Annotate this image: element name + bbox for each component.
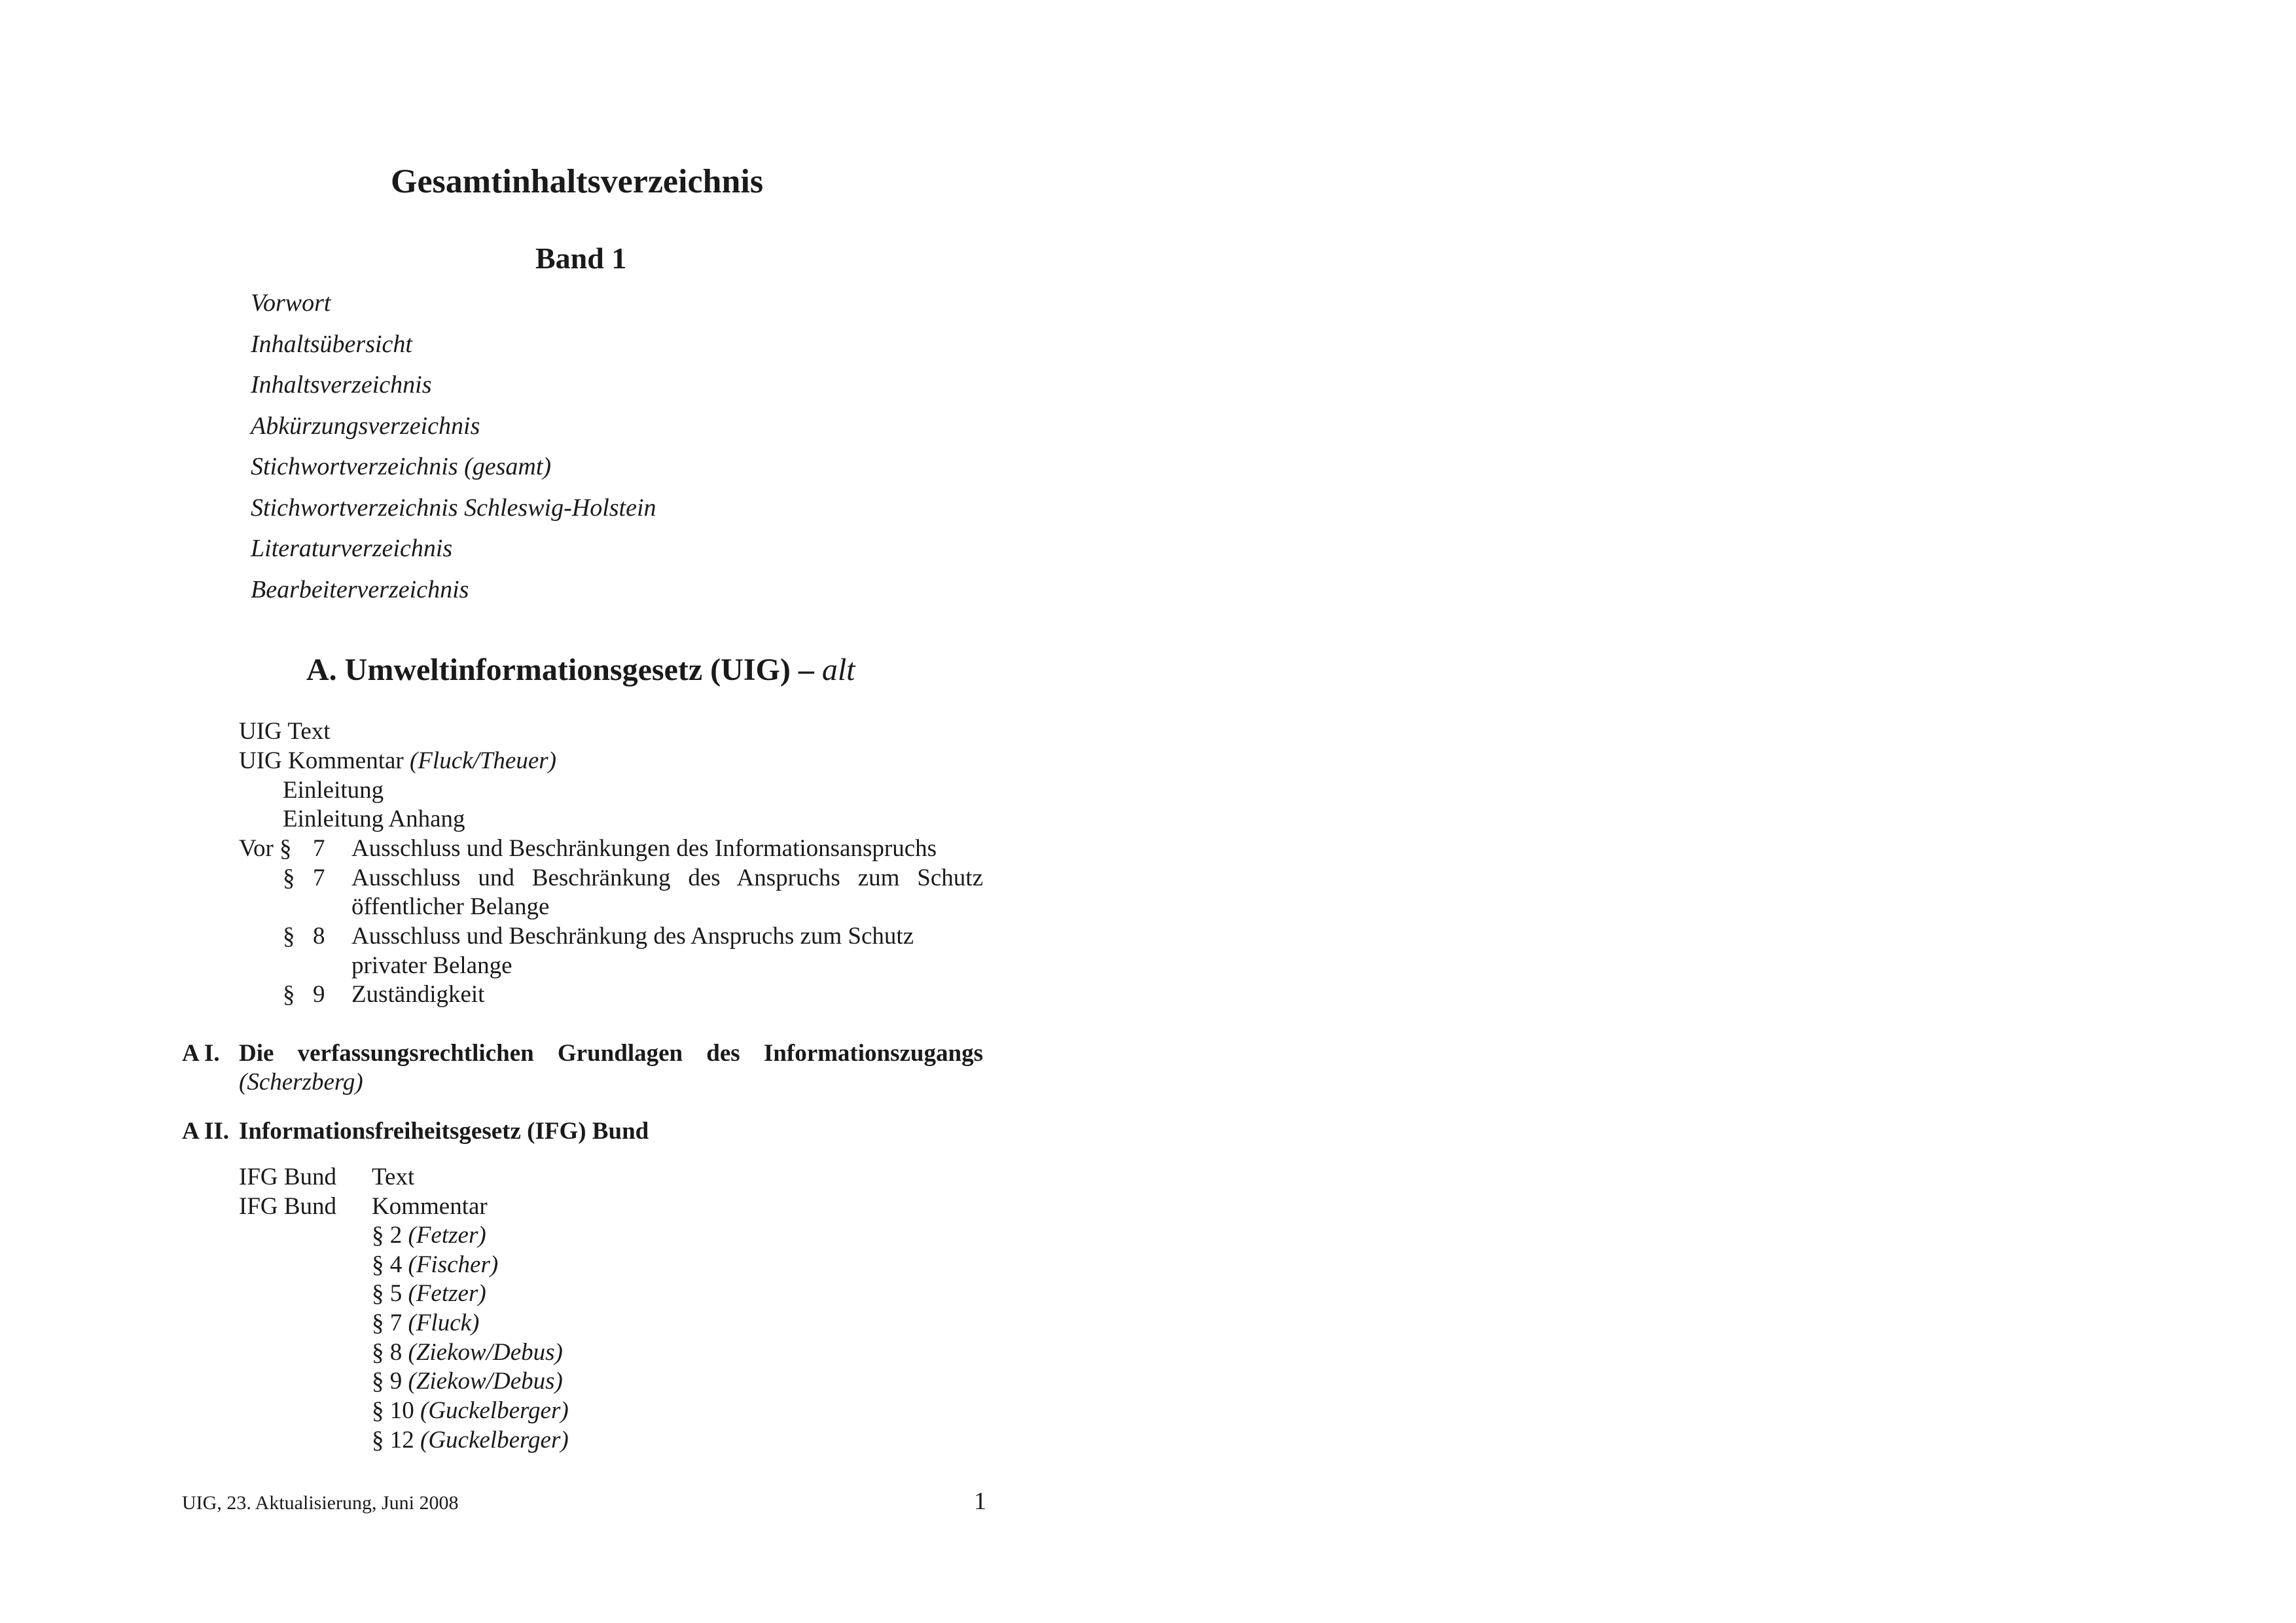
commentary-paragraph: § 7 [372,1310,403,1336]
footer-edition: UIG, 23. Aktualisierung, Juni 2008 [182,1492,459,1514]
paragraph-number: 7 [313,865,325,891]
page-number: 1 [974,1488,986,1515]
section-a1-label: A I. [182,1040,220,1067]
front-matter-item: Bearbeiterverzeichnis [251,575,469,603]
paragraph-title: Ausschluss und Beschränkung des Anspruchs zum Schutz [351,865,983,891]
paragraph-title-continued: öffentlicher Belange [351,893,550,920]
commentary-entry [372,1426,569,1455]
paragraph-number: 7 [313,835,325,862]
commentary-paragraph: § 4 [372,1251,403,1278]
paragraph-number: 8 [313,923,325,950]
uig-kommentar [239,747,556,776]
commentary-entry [372,1309,479,1338]
section-a-heading [306,652,855,688]
commentary-entry [372,1279,486,1309]
paragraph-title: Ausschluss und Beschränkungen des Informationsanspruchs [351,835,937,862]
uig-text: UIG Text [239,718,331,745]
commentary-author: (Fischer) [408,1251,499,1278]
commentary-paragraph: § 9 [372,1368,403,1395]
section-a-heading-suffix: alt [821,652,855,687]
commentary-entry [372,1367,563,1397]
commentary-author: (Fluck) [408,1310,480,1336]
paragraph-number: 9 [313,981,325,1008]
section-a1-author: (Scherzberg) [239,1069,363,1096]
paragraph-title: Zuständigkeit [351,981,485,1008]
ifg-row-value: Kommentar [372,1193,488,1220]
einleitung-anhang: Einleitung Anhang [283,806,465,832]
page-title: Gesamtinhaltsverzeichnis [391,163,764,200]
commentary-author: (Guckelberger) [420,1427,569,1454]
paragraph-prefix: Vor § [239,835,292,862]
front-matter-item: Inhaltsübersicht [251,330,412,358]
front-matter-item: Stichwortverzeichnis Schleswig-Holstein [251,493,656,522]
paragraph-title: Ausschluss und Beschränkung des Anspruchs zum Schutz [351,923,914,950]
ifg-row-label: IFG Bund [239,1193,337,1220]
paragraph-prefix: § [283,865,295,891]
commentary-paragraph: § 8 [372,1339,403,1366]
section-a1-title: Die verfassungsrechtlichen Grundlagen des Informationszugangs [239,1040,983,1067]
einleitung: Einleitung [283,777,384,804]
front-matter-item: Stichwortverzeichnis (gesamt) [251,453,552,480]
front-matter-list [251,283,656,610]
section-a2-title: Informationsfreiheitsgesetz (IFG) Bund [239,1118,649,1145]
commentary-author: (Fetzer) [408,1280,486,1307]
commentary-author: (Ziekow/Debus) [408,1339,563,1366]
commentary-author: (Ziekow/Debus) [408,1368,563,1395]
paragraph-prefix: § [283,981,295,1008]
band-heading: Band 1 [535,241,627,275]
uig-kommentar-label: UIG Kommentar [239,747,404,774]
section-a-heading-text: A. Umweltinformationsgesetz (UIG) – [306,652,814,687]
commentary-entry [372,1221,486,1251]
front-matter-item: Literaturverzeichnis [251,535,453,562]
commentary-entry [372,1338,563,1368]
ifg-row-value: Text [372,1164,415,1190]
front-matter-item: Abkürzungsverzeichnis [251,412,480,440]
front-matter-item: Vorwort [251,289,331,317]
paragraph-prefix: § [283,923,295,950]
commentary-paragraph: § 5 [372,1280,403,1307]
commentary-paragraph: § 12 [372,1427,414,1454]
paragraph-title-continued: privater Belange [351,952,512,979]
commentary-paragraph: § 2 [372,1222,403,1249]
commentary-paragraph: § 10 [372,1397,414,1424]
commentary-author: (Fetzer) [408,1222,486,1249]
commentary-entry [372,1251,498,1280]
ifg-row-label: IFG Bund [239,1164,337,1190]
commentary-entry [372,1397,569,1426]
uig-kommentar-authors: (Fluck/Theuer) [410,747,556,774]
front-matter-item: Inhaltsverzeichnis [251,371,432,399]
commentary-author: (Guckelberger) [420,1397,569,1424]
section-a2-label: A II. [182,1118,229,1145]
